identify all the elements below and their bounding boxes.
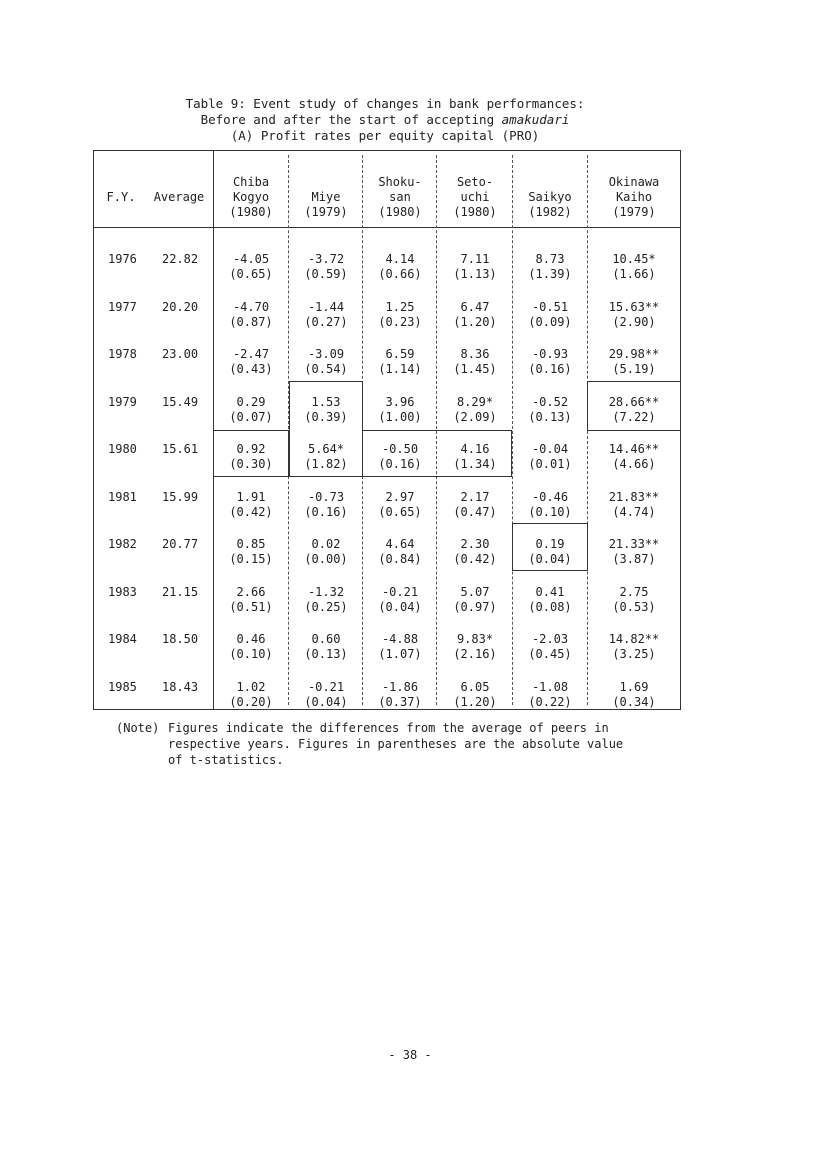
cell-value: 8.29* xyxy=(456,395,494,409)
cell-t-statistic: (0.84) xyxy=(378,552,422,566)
cell-t-statistic: (0.23) xyxy=(378,315,422,329)
cell-t-statistic: (0.16) xyxy=(378,457,422,471)
cell-value: 0.46 xyxy=(236,632,266,646)
title-line-1: Table 9: Event study of changes in bank performances: xyxy=(185,96,585,111)
row-average: 18.43 xyxy=(162,680,199,694)
row-fy: 1982 xyxy=(108,537,137,551)
cell-value: 6.59 xyxy=(385,347,415,361)
cell-value: 2.97 xyxy=(385,490,415,504)
header-average: Average xyxy=(153,190,205,204)
cell-value: 1.91 xyxy=(236,490,266,504)
cell-value: 28.66** xyxy=(608,395,660,409)
cell-value: -0.04 xyxy=(531,442,569,456)
cell-t-statistic: (2.90) xyxy=(612,315,656,329)
cell-t-statistic: (1.82) xyxy=(304,457,348,471)
cell-t-statistic: (1.00) xyxy=(378,410,422,424)
cell-value: -0.21 xyxy=(307,680,345,694)
cell-t-statistic: (0.01) xyxy=(528,457,572,471)
cell-t-statistic: (0.47) xyxy=(453,505,497,519)
row-fy: 1983 xyxy=(108,585,137,599)
cell-t-statistic: (0.53) xyxy=(612,600,656,614)
row-fy: 1980 xyxy=(108,442,137,456)
note-label: (Note) xyxy=(116,721,160,735)
cell-t-statistic: (0.22) xyxy=(528,695,572,709)
title-term-amakudari: amakudari xyxy=(501,112,570,127)
cell-t-statistic: (0.04) xyxy=(378,600,422,614)
cell-t-statistic: (0.66) xyxy=(378,267,422,281)
cell-t-statistic: (0.08) xyxy=(528,600,572,614)
cell-value: 21.33** xyxy=(608,537,660,551)
row-fy: 1979 xyxy=(108,395,137,409)
row-average: 21.15 xyxy=(162,585,199,599)
cell-value: 14.46** xyxy=(608,442,660,456)
cell-t-statistic: (0.30) xyxy=(229,457,273,471)
header-bank-name: Seto- uchi xyxy=(456,175,494,204)
row-average: 20.77 xyxy=(162,537,199,551)
row-average: 20.20 xyxy=(162,300,199,314)
cell-value: -3.09 xyxy=(307,347,345,361)
cell-value: -0.46 xyxy=(531,490,569,504)
cell-t-statistic: (0.04) xyxy=(304,695,348,709)
header-bank-year: (1980) xyxy=(453,205,497,219)
row-fy: 1976 xyxy=(108,252,137,266)
cell-t-statistic: (0.13) xyxy=(528,410,572,424)
header-bank-name: Saikyo xyxy=(528,190,572,204)
cell-value: -4.05 xyxy=(232,252,270,266)
header-divider xyxy=(93,227,681,228)
cell-value: 29.98** xyxy=(608,347,660,361)
cell-t-statistic: (2.09) xyxy=(453,410,497,424)
cell-t-statistic: (5.19) xyxy=(612,362,656,376)
cell-t-statistic: (0.15) xyxy=(229,552,273,566)
cell-value: 1.69 xyxy=(619,680,649,694)
row-fy: 1984 xyxy=(108,632,137,646)
cell-t-statistic: (0.04) xyxy=(528,552,572,566)
note-line-2: respective years. Figures in parentheses are the absolute value xyxy=(168,737,624,751)
cell-value: 0.41 xyxy=(535,585,565,599)
cell-t-statistic: (0.87) xyxy=(229,315,273,329)
header-bank-year: (1979) xyxy=(304,205,348,219)
cell-t-statistic: (1.14) xyxy=(378,362,422,376)
cell-value: -0.51 xyxy=(531,300,569,314)
cell-value: -1.32 xyxy=(307,585,345,599)
cell-t-statistic: (1.13) xyxy=(453,267,497,281)
cell-value: -0.52 xyxy=(531,395,569,409)
cell-value: 14.82** xyxy=(608,632,660,646)
cell-value: 6.05 xyxy=(460,680,490,694)
cell-value: 1.25 xyxy=(385,300,415,314)
cell-t-statistic: (0.09) xyxy=(528,315,572,329)
cell-value: 0.92 xyxy=(236,442,266,456)
cell-value: 0.19 xyxy=(535,537,565,551)
header-bank-name: Shoku- san xyxy=(378,175,422,204)
cell-t-statistic: (7.22) xyxy=(612,410,656,424)
cell-t-statistic: (0.13) xyxy=(304,647,348,661)
cell-value: 21.83** xyxy=(608,490,660,504)
cell-value: 8.36 xyxy=(460,347,490,361)
row-average: 23.00 xyxy=(162,347,199,361)
cell-value: -0.73 xyxy=(307,490,345,504)
cell-value: -2.03 xyxy=(531,632,569,646)
cell-value: 7.11 xyxy=(460,252,490,266)
row-average: 18.50 xyxy=(162,632,199,646)
cell-value: 0.85 xyxy=(236,537,266,551)
cell-value: 5.64* xyxy=(307,442,345,456)
cell-t-statistic: (3.87) xyxy=(612,552,656,566)
row-fy: 1977 xyxy=(108,300,137,314)
cell-value: 2.75 xyxy=(619,585,649,599)
title-line-3: (A) Profit rates per equity capital (PRO) xyxy=(230,128,540,143)
cell-t-statistic: (1.45) xyxy=(453,362,497,376)
cell-value: -1.08 xyxy=(531,680,569,694)
header-bank-year: (1980) xyxy=(378,205,422,219)
cell-t-statistic: (0.97) xyxy=(453,600,497,614)
title-line-2-prefix: Before and after the start of accepting xyxy=(200,112,502,127)
cell-value: 3.96 xyxy=(385,395,415,409)
cell-t-statistic: (0.34) xyxy=(612,695,656,709)
cell-t-statistic: (0.10) xyxy=(528,505,572,519)
cell-value: 0.60 xyxy=(311,632,341,646)
cell-value: 2.66 xyxy=(236,585,266,599)
header-bank-name: Miye xyxy=(311,190,341,204)
header-bank-year: (1980) xyxy=(229,205,273,219)
cell-t-statistic: (0.42) xyxy=(229,505,273,519)
table-note xyxy=(116,720,623,768)
cell-value: 9.83* xyxy=(456,632,494,646)
cell-t-statistic: (0.16) xyxy=(528,362,572,376)
cell-value: 1.02 xyxy=(236,680,266,694)
cell-t-statistic: (0.25) xyxy=(304,600,348,614)
header-fy: F.Y. xyxy=(106,190,136,204)
cell-t-statistic: (0.20) xyxy=(229,695,273,709)
cell-value: 6.47 xyxy=(460,300,490,314)
cell-value: 5.07 xyxy=(460,585,490,599)
cell-value: 10.45* xyxy=(612,252,656,266)
cell-value: 0.29 xyxy=(236,395,266,409)
cell-t-statistic: (1.39) xyxy=(528,267,572,281)
cell-value: -1.44 xyxy=(307,300,345,314)
cell-t-statistic: (0.43) xyxy=(229,362,273,376)
cell-value: 0.02 xyxy=(311,537,341,551)
cell-t-statistic: (0.45) xyxy=(528,647,572,661)
title-line-2 xyxy=(90,112,680,128)
header-bank-year: (1982) xyxy=(528,205,572,219)
cell-value: -0.50 xyxy=(381,442,419,456)
row-fy: 1978 xyxy=(108,347,137,361)
cell-t-statistic: (0.16) xyxy=(304,505,348,519)
cell-value: -0.93 xyxy=(531,347,569,361)
row-fy: 1985 xyxy=(108,680,137,694)
cell-value: -0.21 xyxy=(381,585,419,599)
cell-t-statistic: (1.07) xyxy=(378,647,422,661)
cell-t-statistic: (4.66) xyxy=(612,457,656,471)
cell-value: -2.47 xyxy=(232,347,270,361)
note-line-1: Figures indicate the differences from the average of peers in xyxy=(168,721,609,735)
note-line-3: of t-statistics. xyxy=(168,753,284,767)
cell-t-statistic: (0.42) xyxy=(453,552,497,566)
cell-t-statistic: (1.20) xyxy=(453,315,497,329)
cell-t-statistic: (0.59) xyxy=(304,267,348,281)
cell-value: 2.30 xyxy=(460,537,490,551)
cell-value: 4.16 xyxy=(460,442,490,456)
cell-t-statistic: (0.27) xyxy=(304,315,348,329)
row-average: 22.82 xyxy=(162,252,199,266)
cell-value: 15.63** xyxy=(608,300,660,314)
page-number: - 38 - xyxy=(388,1048,432,1062)
row-average: 15.49 xyxy=(162,395,199,409)
header-bank-name: Okinawa Kaiho xyxy=(608,175,660,204)
cell-t-statistic: (0.39) xyxy=(304,410,348,424)
cell-t-statistic: (0.51) xyxy=(229,600,273,614)
col-separator xyxy=(512,155,513,705)
row-average: 15.61 xyxy=(162,442,199,456)
cell-t-statistic: (0.65) xyxy=(378,505,422,519)
cell-t-statistic: (2.16) xyxy=(453,647,497,661)
cell-t-statistic: (3.25) xyxy=(612,647,656,661)
cell-value: -1.86 xyxy=(381,680,419,694)
cell-t-statistic: (0.07) xyxy=(229,410,273,424)
header-bank-year: (1979) xyxy=(612,205,656,219)
cell-t-statistic: (0.10) xyxy=(229,647,273,661)
cell-value: 4.64 xyxy=(385,537,415,551)
cell-value: -3.72 xyxy=(307,252,345,266)
cell-t-statistic: (0.37) xyxy=(378,695,422,709)
cell-t-statistic: (0.54) xyxy=(304,362,348,376)
row-fy: 1981 xyxy=(108,490,137,504)
cell-value: 1.53 xyxy=(311,395,341,409)
cell-t-statistic: (1.34) xyxy=(453,457,497,471)
cell-t-statistic: (1.66) xyxy=(612,267,656,281)
header-bank-name: Chiba Kogyo xyxy=(232,175,270,204)
table-title xyxy=(90,96,680,144)
cell-value: 8.73 xyxy=(535,252,565,266)
cell-t-statistic: (0.00) xyxy=(304,552,348,566)
cell-t-statistic: (4.74) xyxy=(612,505,656,519)
cell-t-statistic: (0.65) xyxy=(229,267,273,281)
cell-value: -4.70 xyxy=(232,300,270,314)
cell-value: 4.14 xyxy=(385,252,415,266)
row-average: 15.99 xyxy=(162,490,199,504)
cell-t-statistic: (1.20) xyxy=(453,695,497,709)
cell-value: 2.17 xyxy=(460,490,490,504)
cell-value: -4.88 xyxy=(381,632,419,646)
